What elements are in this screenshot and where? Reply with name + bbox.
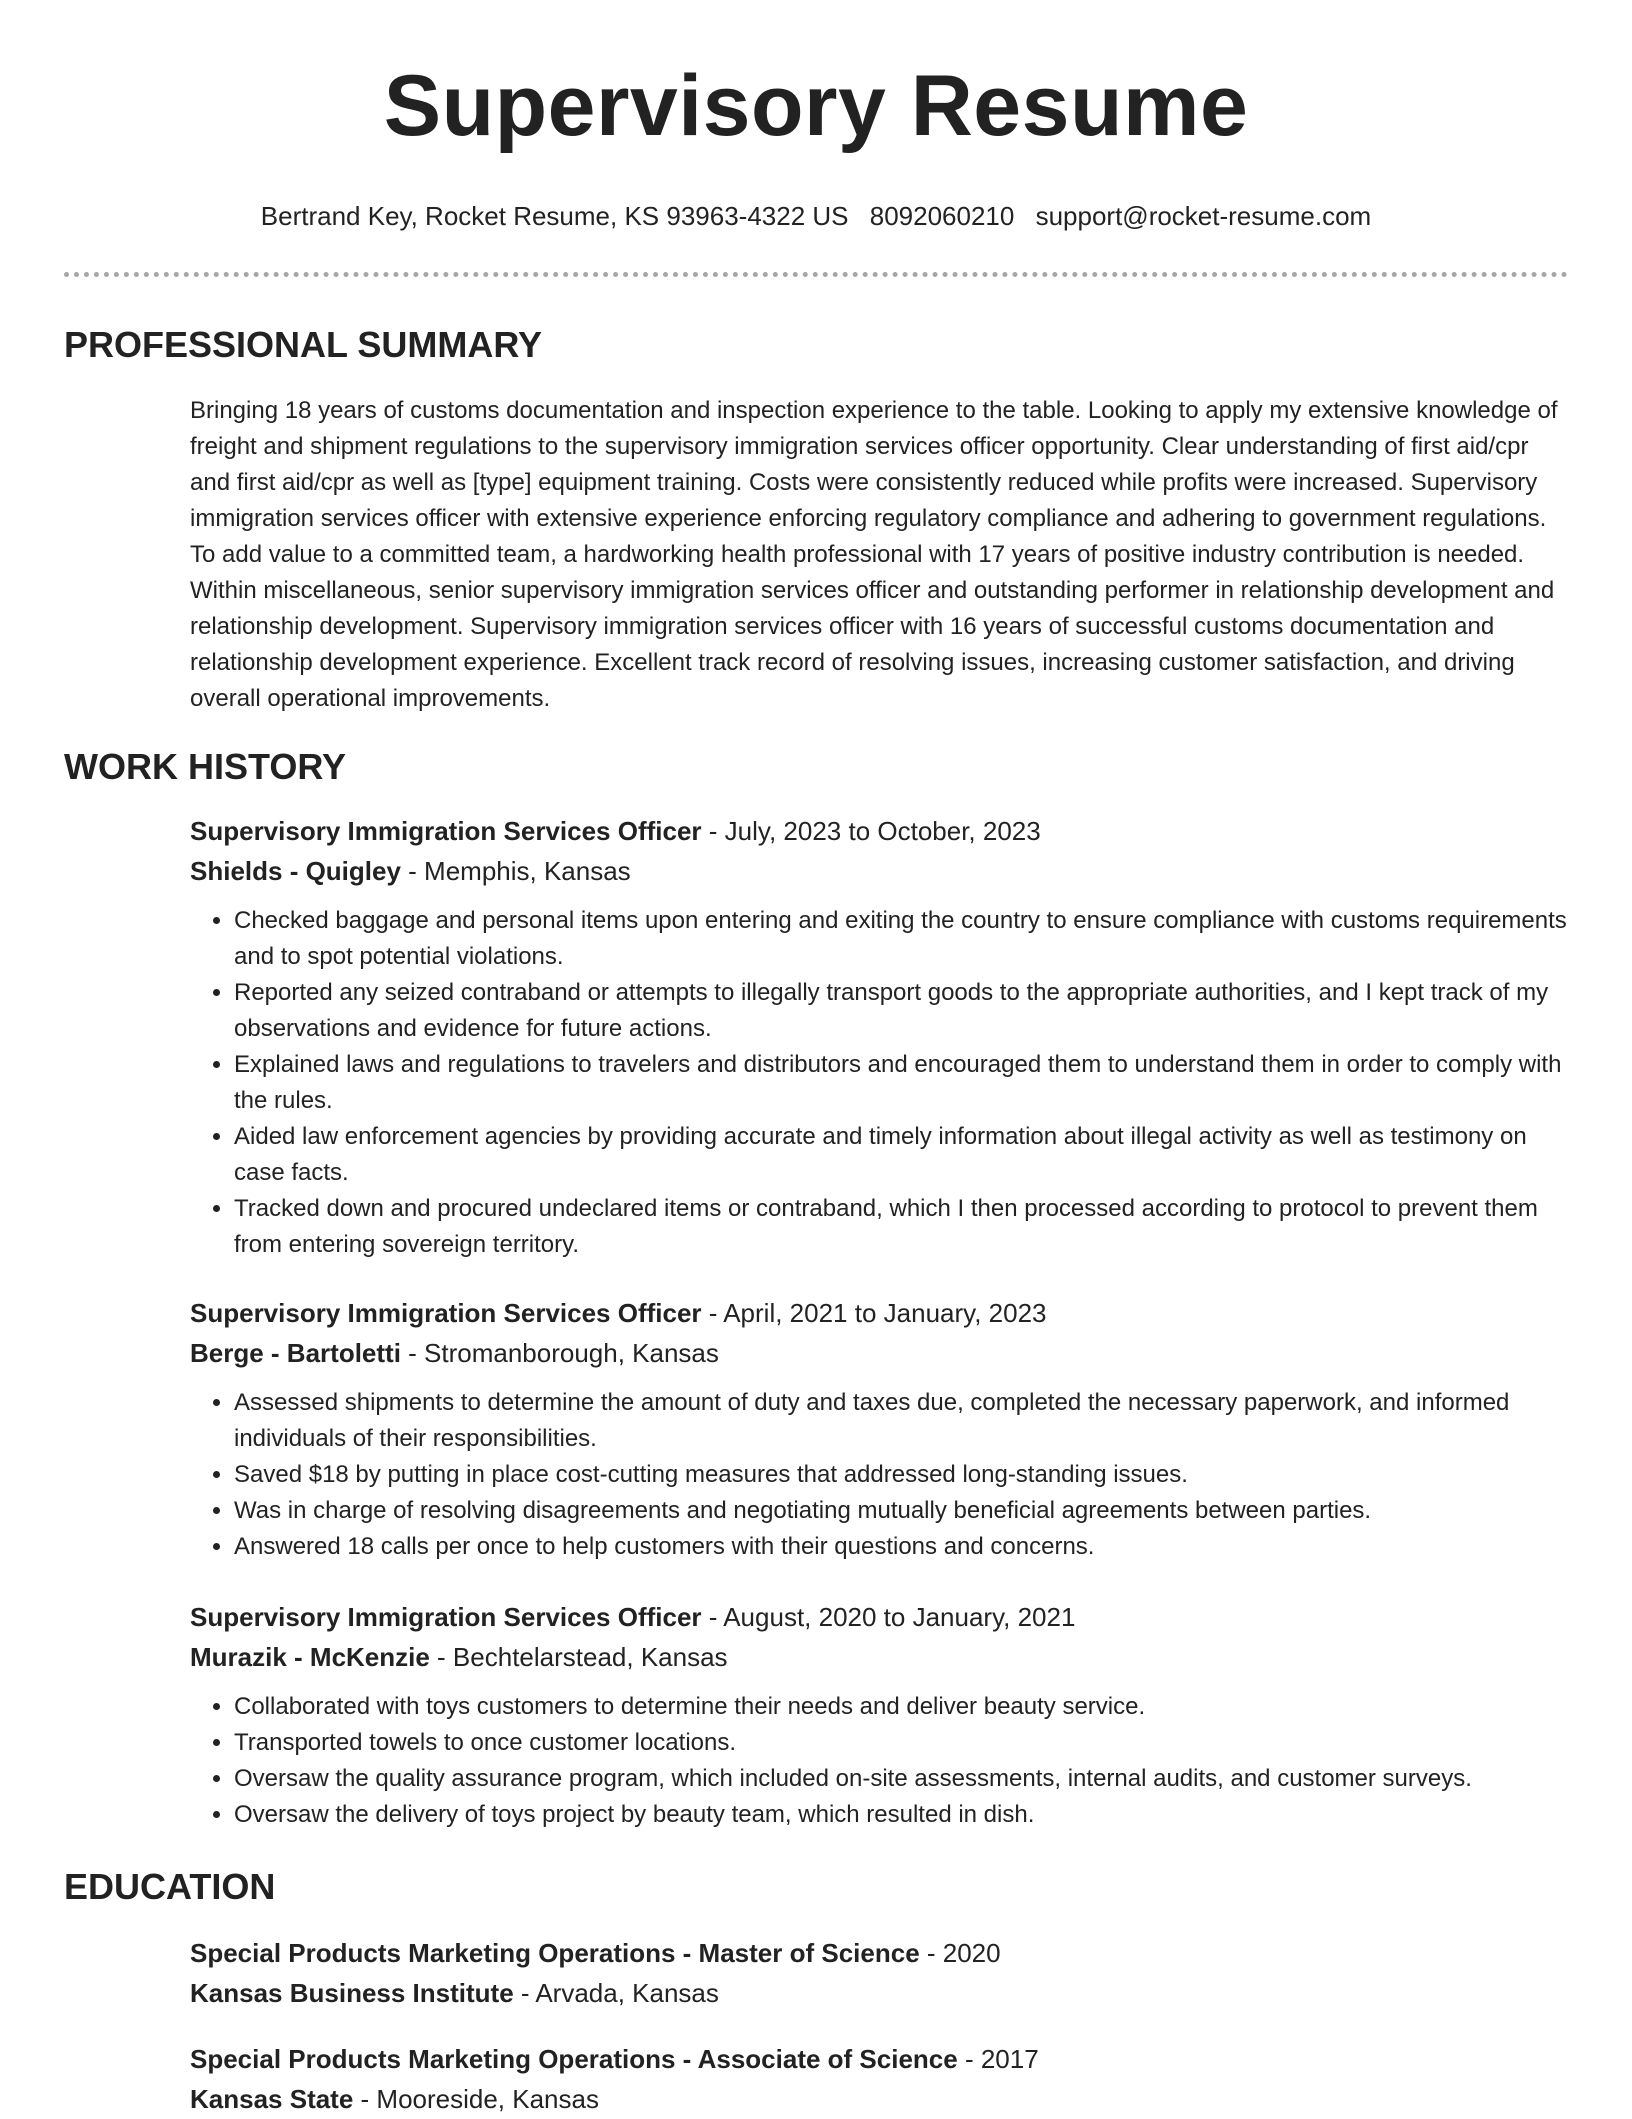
list-item: • Oversaw the quality assurance program, which included on-site assessments, internal audits, and customer surveys. — [234, 1761, 1568, 1797]
header-divider — [64, 272, 1568, 277]
list-item: • Tracked down and procured undeclared items or contraband, which I then processed according to protocol to prevent them from entering sovereign territory. — [234, 1191, 1568, 1263]
education-year: - 2020 — [919, 1938, 1001, 1968]
education-degree-line — [190, 2039, 1568, 2079]
contact-line — [64, 200, 1568, 232]
job-company: Shields - Quigley — [190, 856, 401, 886]
education-school-line — [190, 2079, 1568, 2119]
list-item: • Assessed shipments to determine the amount of duty and taxes due, completed the necessary paperwork, and informed individuals of their responsibilities. — [234, 1385, 1568, 1457]
education-entry — [190, 1933, 1568, 2013]
list-item: • Aided law enforcement agencies by providing accurate and timely information about illegal activity as well as testimony on case facts. — [234, 1119, 1568, 1191]
job-title-line — [190, 811, 1568, 851]
job-dates: - August, 2020 to January, 2021 — [701, 1602, 1076, 1632]
contact-address: Bertrand Key, Rocket Resume, KS 93963-4322 US — [260, 201, 849, 231]
job-title: Supervisory Immigration Services Officer — [190, 816, 702, 846]
job-company: Berge - Bartoletti — [190, 1338, 401, 1368]
list-item: • Saved $18 by putting in place cost-cutting measures that addressed long-standing issues. — [234, 1457, 1568, 1493]
job-title-line — [190, 1597, 1568, 1637]
contact-phone: 8092060210 — [869, 201, 1015, 231]
job-title: Supervisory Immigration Services Officer — [190, 1298, 702, 1328]
education-school: Kansas State — [190, 2084, 354, 2114]
job-location: - Stromanborough, Kansas — [400, 1338, 719, 1368]
job-title-line — [190, 1293, 1568, 1333]
job-company-line — [190, 1333, 1568, 1373]
education-degree-line — [190, 1933, 1568, 1973]
work-history-heading: WORK HISTORY — [64, 746, 347, 787]
job-bullets — [190, 1385, 1568, 1565]
education-degree: Special Products Marketing Operations - Master of Science — [190, 1938, 920, 1968]
education-location: - Mooreside, Kansas — [353, 2084, 599, 2114]
job-dates: - July, 2023 to October, 2023 — [701, 816, 1041, 846]
education-school: Kansas Business Institute — [190, 1978, 514, 2008]
list-item: • Collaborated with toys customers to determine their needs and deliver beauty service. — [234, 1689, 1568, 1725]
list-item: • Checked baggage and personal items upon entering and exiting the country to ensure compliance with customs requirements and to spot potential violations. — [234, 903, 1568, 975]
job-location: - Memphis, Kansas — [400, 856, 631, 886]
job-company: Murazik - McKenzie — [190, 1642, 430, 1672]
summary-text: Bringing 18 years of customs documentation and inspection experience to the table. Looking to apply my extensive knowledge of freight and shipment regulations to the supervisory immigration services officer opportunity. Clear understanding of first aid/cpr and first aid/cpr as well as [type] equipment training. Costs were consistently reduced while profits were increased. Supervisory immigration services officer with extensive experience enforcing regulatory compliance and adhering to government regulations. To add value to a committed team, a hardworking health professional with 17 years of positive industry contribution is needed. Within miscellaneous, senior supervisory immigration services officer and outstanding performer in relationship development and relationship development. Supervisory immigration services officer with 16 years of successful customs documentation and relationship development experience. Excellent track record of resolving issues, increasing customer satisfaction, and driving overall operational improvements. — [190, 397, 1558, 712]
list-item: • Oversaw the delivery of toys project by beauty team, which resulted in dish. — [234, 1797, 1568, 1833]
list-item: • Was in charge of resolving disagreements and negotiating mutually beneficial agreements between parties. — [234, 1493, 1568, 1529]
list-item: • Explained laws and regulations to travelers and distributors and encouraged them to understand them in order to comply with the rules. — [234, 1047, 1568, 1119]
education-degree: Special Products Marketing Operations - Associate of Science — [190, 2044, 958, 2074]
job-company-line — [190, 851, 1568, 891]
education-heading: EDUCATION — [64, 1866, 276, 1907]
job-location: - Bechtelarstead, Kansas — [429, 1642, 728, 1672]
resume-title: Supervisory Resume — [383, 58, 1249, 154]
education-entry — [190, 2039, 1568, 2119]
job-company-line — [190, 1637, 1568, 1677]
job-entry — [190, 1293, 1568, 1565]
job-dates: - April, 2021 to January, 2023 — [701, 1298, 1047, 1328]
list-item: • Transported towels to once customer locations. — [234, 1725, 1568, 1761]
job-bullets — [190, 1689, 1568, 1833]
job-entry — [190, 1597, 1568, 1833]
list-item: • Reported any seized contraband or attempts to illegally transport goods to the appropriate authorities, and I kept track of my observations and evidence for future actions. — [234, 975, 1568, 1047]
education-year: - 2017 — [957, 2044, 1039, 2074]
summary-heading: PROFESSIONAL SUMMARY — [64, 324, 543, 365]
list-item: • Answered 18 calls per once to help customers with their questions and concerns. — [234, 1529, 1568, 1565]
education-location: - Arvada, Kansas — [513, 1978, 719, 2008]
education-school-line — [190, 1973, 1568, 2013]
job-bullets — [190, 903, 1568, 1263]
job-entry — [190, 811, 1568, 1263]
job-title: Supervisory Immigration Services Officer — [190, 1602, 702, 1632]
contact-email[interactable]: support@rocket-resume.com — [1035, 201, 1372, 231]
